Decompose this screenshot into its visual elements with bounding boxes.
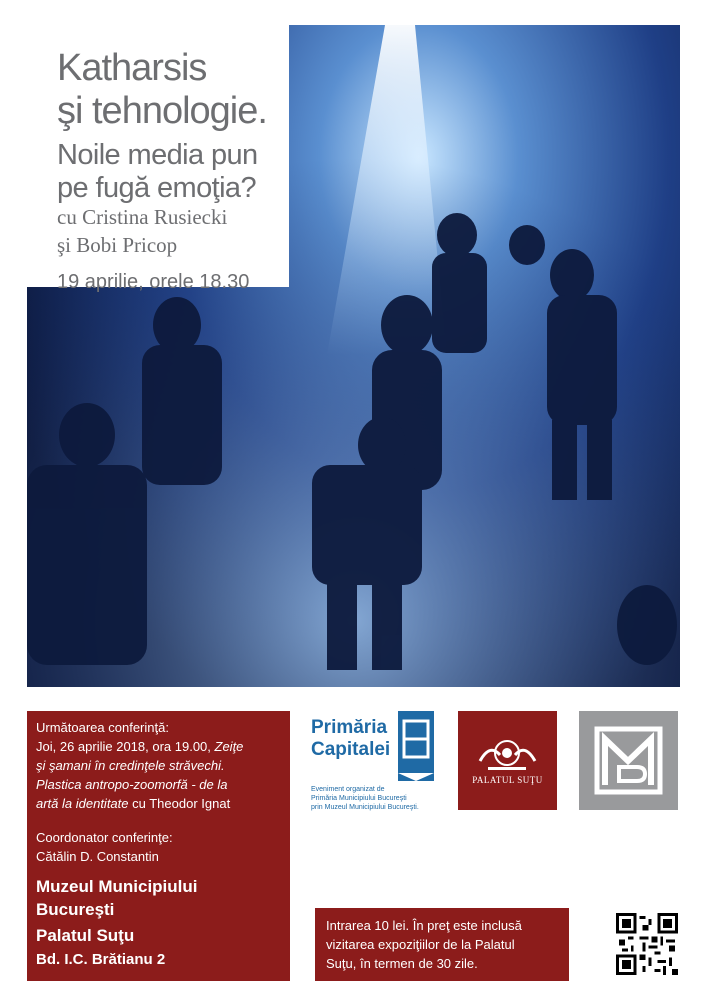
- venue-line-3: Palatul Suţu: [36, 926, 135, 945]
- coordinator-name: Cătălin D. Constantin: [36, 849, 159, 864]
- qr-code-icon: [616, 913, 678, 975]
- title-box: [27, 25, 289, 293]
- entry-line-1: Intrarea 10 lei. În preţ este inclusă: [326, 918, 522, 933]
- next-conference-speaker: cu Theodor Ignat: [128, 796, 231, 811]
- guests-line-2: şi Bobi Pricop: [57, 233, 178, 257]
- guests-line-1: cu Cristina Rusiecki: [57, 205, 228, 229]
- mmb-monogram-icon: [579, 711, 678, 810]
- coordinator-label: Coordonator conferinţe:: [36, 830, 173, 845]
- primaria-name-line-2: Capitalei: [311, 739, 391, 760]
- primaria-note-line-1: Eveniment organizat de: [311, 786, 385, 793]
- palatul-sutu-label: PALATUL SUŢU: [472, 775, 543, 785]
- next-conference-heading: Următoarea conferinţă:: [36, 720, 169, 735]
- event-subtitle: [57, 139, 258, 205]
- entry-line-3: Suţu, în termen de 30 zile.: [326, 956, 478, 971]
- primaria-note-line-3: prin Muzeul Municipiului Bucureşti.: [311, 804, 419, 811]
- info-panel: [27, 711, 290, 981]
- venue-address: Bd. I.C. Brătianu 2: [36, 951, 166, 968]
- next-conference-line-2: şi şamani în credinţele străvechi.: [36, 758, 225, 773]
- museum-logo: [579, 711, 678, 810]
- next-conference-line-4: [36, 794, 230, 813]
- next-conference-title-end: artă la identitate: [36, 796, 129, 811]
- venue-line-2: Bucureşti: [36, 900, 115, 919]
- primaria-note-line-2: Primăria Municipiului Bucureşti: [311, 795, 407, 802]
- next-conference-line-1: [36, 737, 243, 756]
- palatul-sutu-logo: [458, 711, 557, 810]
- next-conference-title-start: Zeiţe: [214, 739, 244, 754]
- primaria-emblem-icon: [398, 711, 434, 781]
- event-date: 19 aprilie, orele 18.30: [57, 271, 250, 293]
- title-line-3: Noile media pun: [57, 139, 258, 171]
- entry-fee-text: [326, 916, 522, 973]
- venue-line-1: Muzeul Municipiului: [36, 877, 198, 896]
- next-conference-date: Joi, 26 aprilie 2018, ora 19.00,: [36, 739, 215, 754]
- title-line-1: Katharsis: [57, 47, 207, 89]
- next-conference-line-3: Plastica antropo-zoomorfă - de la: [36, 777, 228, 792]
- title-line-2: şi tehnologie.: [57, 90, 267, 132]
- primaria-name-line-1: Primăria: [311, 717, 388, 738]
- event-title: [57, 47, 267, 133]
- entry-line-2: vizitarea expoziţiilor de la Palatul: [326, 937, 515, 952]
- entry-fee-box: [315, 908, 569, 981]
- primaria-logo-block: [311, 711, 436, 821]
- crest-icon: [458, 711, 557, 810]
- title-line-4: pe fugă emoţia?: [57, 172, 256, 204]
